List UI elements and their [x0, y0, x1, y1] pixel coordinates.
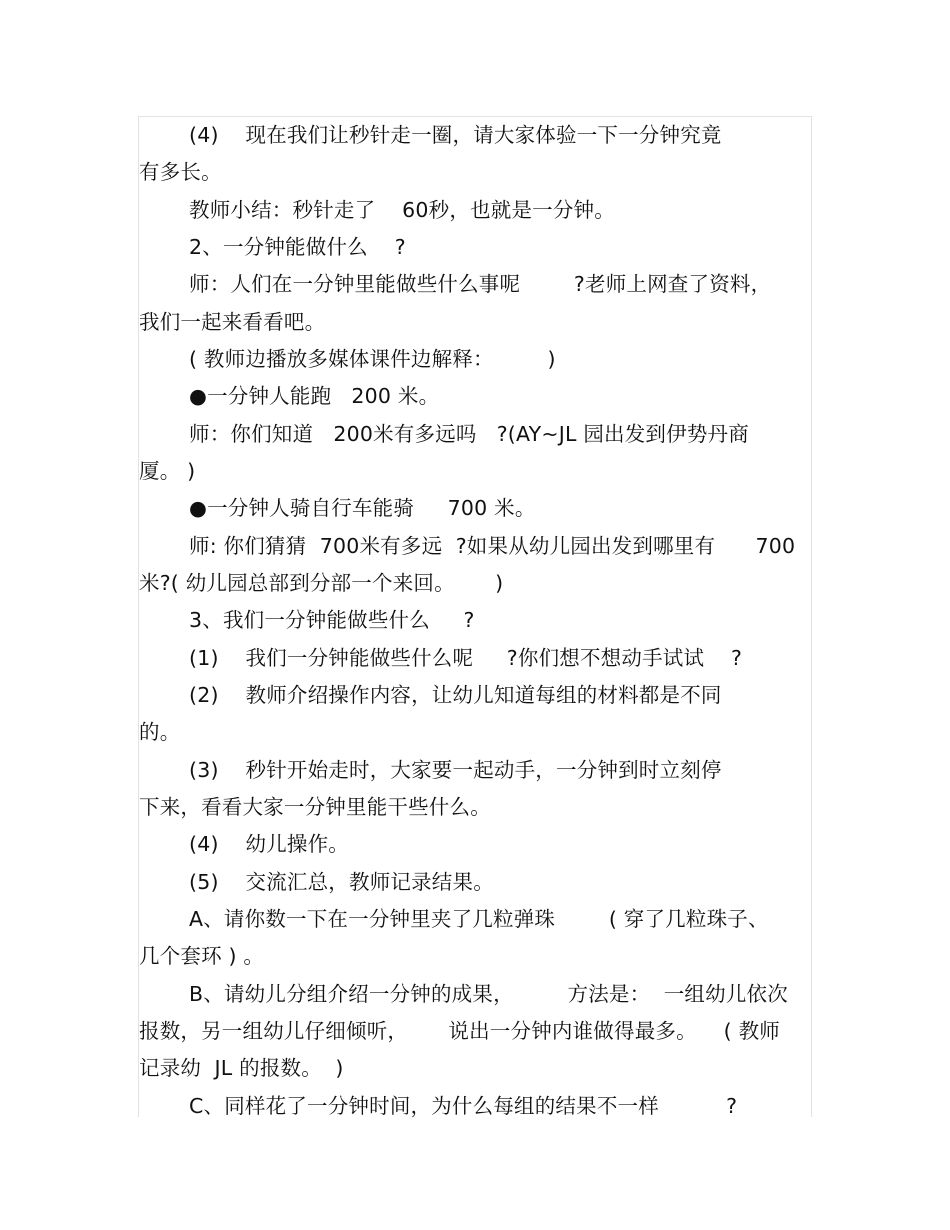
text-line: (4) 现在我们让秒针走一圈，请大家体验一下一分钟究竟	[189, 123, 722, 147]
text-line: (5) 交流汇总，教师记录结果。	[189, 870, 494, 894]
text-line: 师: 你们猜猜 700米有多远 ?如果从幼儿园出发到哪里有 700	[189, 534, 796, 558]
text-line: 师：你们知道 200米有多远吗 ?(AY~JL 园出发到伊势丹商	[189, 422, 749, 446]
text-line: 记录幼 JL 的报数。 )	[139, 1056, 344, 1080]
text-line: 2、一分钟能做什么 ?	[189, 235, 406, 259]
text-line: 的。	[139, 720, 181, 744]
text-line: (4) 幼儿操作。	[189, 832, 350, 856]
text-line: (1) 我们一分钟能做些什么呢 ?你们想不想动手试试 ?	[189, 646, 743, 670]
text-line: C、同样花了一分钟时间，为什么每组的结果不一样 ?	[189, 1094, 738, 1118]
text-line: 米?( 幼儿园总部到分部一个来回。 )	[139, 571, 504, 595]
text-line: 有多长。	[139, 160, 222, 184]
text-line: 3、我们一分钟能做些什么 ?	[189, 608, 475, 632]
text-line: (2) 教师介绍操作内容，让幼儿知道每组的材料都是不同	[189, 683, 722, 707]
text-line: ( 教师边播放多媒体课件边解释： )	[189, 347, 556, 371]
text-line: (3) 秒针开始走时，大家要一起动手，一分钟到时立刻停	[189, 758, 722, 782]
text-line: 下来，看看大家一分钟里能干些什么。	[139, 795, 491, 819]
text-line: ●一分钟人骑自行车能骑 700 米。	[189, 496, 536, 520]
text-line: 报数，另一组幼儿仔细倾听， 说出一分钟内谁做得最多。 ( 教师	[139, 1019, 780, 1043]
text-line: B、请幼儿分组介绍一分钟的成果， 方法是： 一组幼儿依次	[189, 982, 788, 1006]
text-line: 几个套环 ) 。	[139, 944, 265, 968]
text-line: ●一分钟人能跑 200 米。	[189, 384, 440, 408]
text-line: 我们一起来看看吧。	[139, 310, 326, 334]
text-line: 厦。 )	[139, 459, 196, 483]
text-line: 师：人们在一分钟里能做些什么事呢 ?老师上网查了资料，	[189, 272, 772, 296]
text-line: A、请你数一下在一分钟里夹了几粒弹珠 ( 穿了几粒珠子、	[189, 907, 769, 931]
text-line: 教师小结：秒针走了 60秒，也就是一分钟。	[189, 198, 615, 222]
